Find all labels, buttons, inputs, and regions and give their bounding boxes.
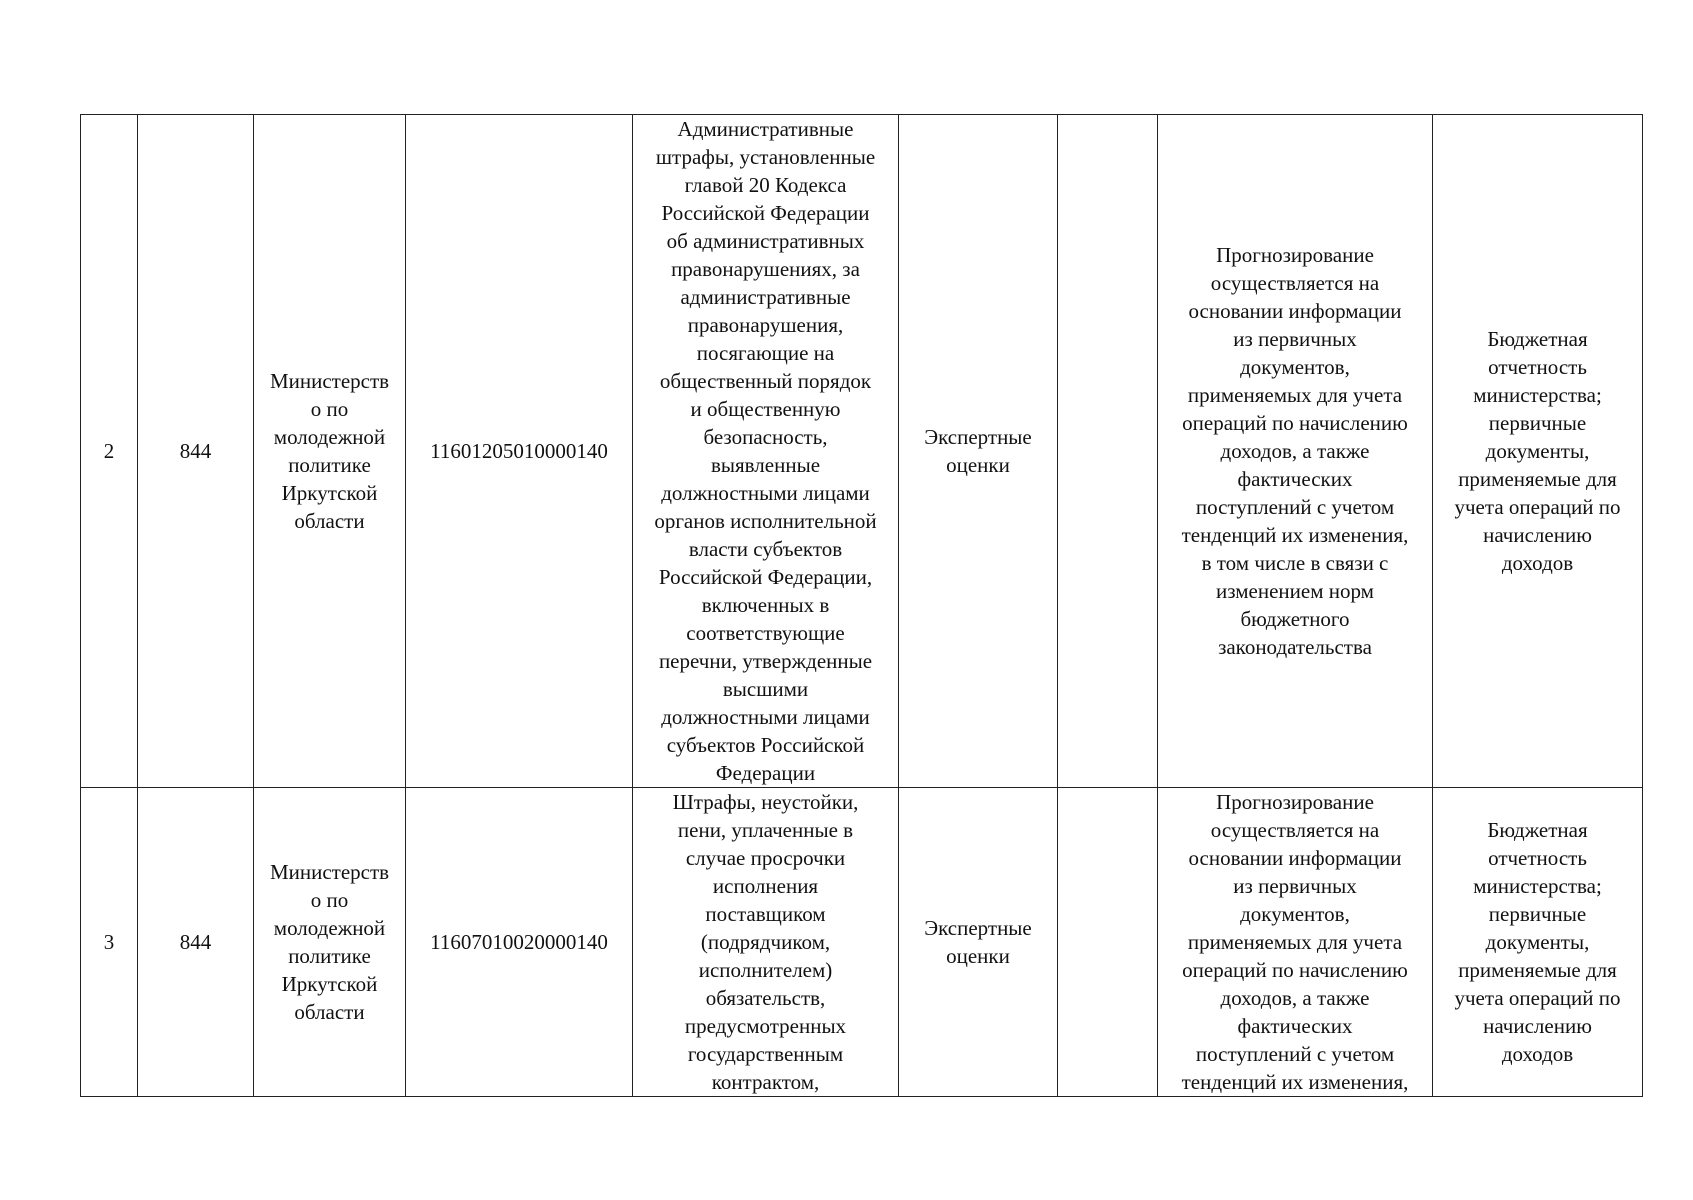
income-forecast-table	[80, 114, 1643, 1097]
admin-name-cell	[254, 115, 406, 788]
source-cell	[1433, 115, 1643, 788]
admin-code: 844	[179, 439, 212, 463]
admin-code-cell	[138, 788, 254, 1097]
forecast-method: Экспертные оценки	[924, 425, 1032, 477]
admin-code: 844	[179, 930, 212, 954]
admin-code-cell	[138, 115, 254, 788]
admin-name: Министерств о по молодежной политике Иркутской области	[269, 369, 390, 533]
income-name: Административные штрафы, установленные главой 20 Кодекса Российской Федерации об административных правонарушениях, за административные правонарушения, посягающие на общественный порядок и общественную безопасность, выявленные должностными лицами органов исполнительной власти субъектов Российской Федерации, включенных в соответствующие перечни, утвержденные высшими должностными лицами субъектов Российской Федерации	[654, 117, 877, 785]
row-number: 2	[103, 439, 115, 463]
income-name-cell	[633, 115, 899, 788]
method-cell	[899, 788, 1058, 1097]
method-cell	[899, 115, 1058, 788]
admin-name: Министерств о по молодежной политике Иркутской области	[269, 860, 390, 1024]
row-number-cell	[81, 115, 138, 788]
table-row	[81, 788, 1643, 1097]
formula-cell	[1058, 115, 1158, 788]
algorithm-description: Прогнозирование осуществляется на основании информации из первичных документов, применяемых для учета операций по начислению доходов, а также фактических поступлений с учетом тенденций их изменения, в том числе в связи с изменением норм бюджетного законодательства	[1181, 243, 1409, 659]
algorithm-description: Прогнозирование осуществляется на основании информации из первичных документов, применяемых для учета операций по начислению доходов, а также фактических поступлений с учетом тенденций их изменения,	[1181, 790, 1409, 1094]
kbk-code: 11601205010000140	[430, 439, 608, 463]
data-source: Бюджетная отчетность министерства; первичные документы, применяемые для учета операций по начислению доходов	[1454, 327, 1621, 575]
row-number-cell	[81, 788, 138, 1097]
formula-cell	[1058, 788, 1158, 1097]
source-cell	[1433, 788, 1643, 1097]
row-number: 3	[103, 930, 115, 954]
kbk-code: 11607010020000140	[430, 930, 608, 954]
algorithm-cell	[1158, 788, 1433, 1097]
data-source: Бюджетная отчетность министерства; первичные документы, применяемые для учета операций по начислению доходов	[1454, 818, 1621, 1066]
admin-name-cell	[254, 788, 406, 1097]
income-name: Штрафы, неустойки, пени, уплаченные в случае просрочки исполнения поставщиком (подрядчиком, исполнителем) обязательств, предусмотренных государственным контрактом,	[672, 790, 859, 1094]
kbk-cell	[406, 115, 633, 788]
algorithm-cell	[1158, 115, 1433, 788]
kbk-cell	[406, 788, 633, 1097]
table-row	[81, 115, 1643, 788]
forecast-method: Экспертные оценки	[924, 916, 1032, 968]
income-name-cell	[633, 788, 899, 1097]
